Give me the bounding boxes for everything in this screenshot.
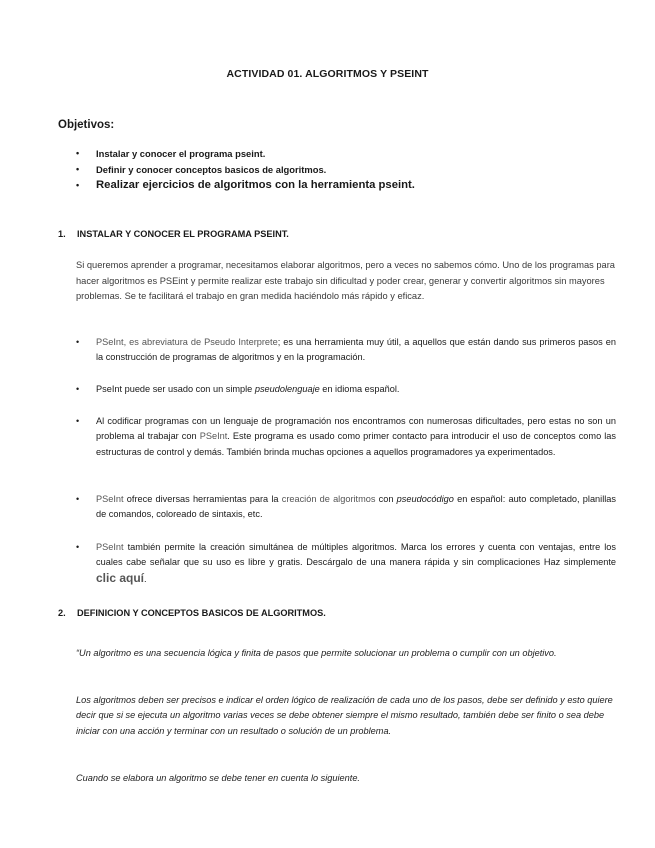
- bullet-icon: •: [76, 542, 80, 552]
- section-2-heading: 2. DEFINICION Y CONCEPTOS BASICOS DE ALGORITMOS.: [58, 608, 326, 618]
- objectives-heading: Objetivos:: [58, 119, 115, 131]
- download-link[interactable]: clic aquí: [96, 570, 145, 585]
- list-item: • PSeInt ofrece diversas herramientas para la creación de algoritmos con pseudocódigo en español: auto completado, planillas de comandos, coloreado de sintaxis, etc.: [76, 494, 616, 520]
- list-item: • Al codificar programas con un lenguaje de programación nos encontramos con numerosas dificultades, pero estas no son un problema al trabajar con PSeInt. Este programa es usado como primer contacto para introducir el uso de conceptos como las estructuras de control y demás. También brinda muchas opciones a aquellos programadores ya experimentados.: [76, 416, 616, 457]
- objectives-list: [76, 146, 596, 194]
- page-title: ACTIVIDAD 01. ALGORITMOS Y PSEINT: [226, 68, 429, 80]
- bullet-icon: •: [76, 148, 80, 158]
- algorithm-considerations: Cuando se elabora un algoritmo se debe tener en cuenta lo siguiente.: [76, 773, 360, 783]
- section-1-intro: Si queremos aprender a programar, necesitamos elaborar algoritmos, pero a veces no sabemos cómo. Uno de los programas para hacer algoritmos es PSEint y permite realizar este trabajo sin dificultad y poder crear, generar y convertir algoritmos sin mayores problemas. Se te facilitará el trabajo en gran medida haciéndolo más rápido y eficaz.: [76, 260, 615, 301]
- objective-item: • Definir y conocer conceptos basicos de algoritmos.: [76, 162, 596, 178]
- objective-item: • Instalar y conocer el programa pseint.: [76, 146, 596, 162]
- bullet-icon: •: [76, 494, 80, 504]
- bullet-icon: •: [76, 416, 80, 426]
- list-item: • PseInt puede ser usado con un simple pseudolenguaje en idioma español.: [76, 382, 616, 397]
- objective-item: • Realizar ejercicios de algoritmos con la herramienta pseint.: [76, 177, 596, 194]
- algorithm-properties: Los algoritmos deben ser precisos e indicar el orden lógico de realización de cada uno de los pasos, debe ser definido y esto quiere decir que si se ejecuta un algoritmo varias veces se debe obtener siempre el mismo resultado, también debe ser finito o sea debe iniciar con una acción y terminar con un resultado o solución de un problema.: [76, 695, 613, 736]
- definition-quote: “Un algoritmo es una secuencia lógica y finita de pasos que permite solucionar un problema o cumplir con un objetivo.: [76, 648, 557, 658]
- section-1-heading: 1. INSTALAR Y CONOCER EL PROGRAMA PSEINT.: [58, 229, 289, 239]
- bullet-icon: •: [76, 163, 80, 174]
- bullet-icon: •: [76, 180, 80, 190]
- bullet-icon: •: [76, 337, 80, 347]
- list-item: • PSeInt también permite la creación simultánea de múltiples algoritmos. Marca los errores y cuenta con ventajas, entre los cuales cabe señalar que su uso es libre y gratis. Descárgalo de una manera rápida y sin complicaciones Haz simplemente clic aquí.: [76, 542, 616, 585]
- list-item: • PSeInt, es abreviatura de Pseudo Interprete; es una herramienta muy útil, a aquellos que están dando sus primeros pasos en la construcción de programas de algoritmos y en la programación.: [76, 337, 616, 363]
- bullet-icon: •: [76, 384, 80, 394]
